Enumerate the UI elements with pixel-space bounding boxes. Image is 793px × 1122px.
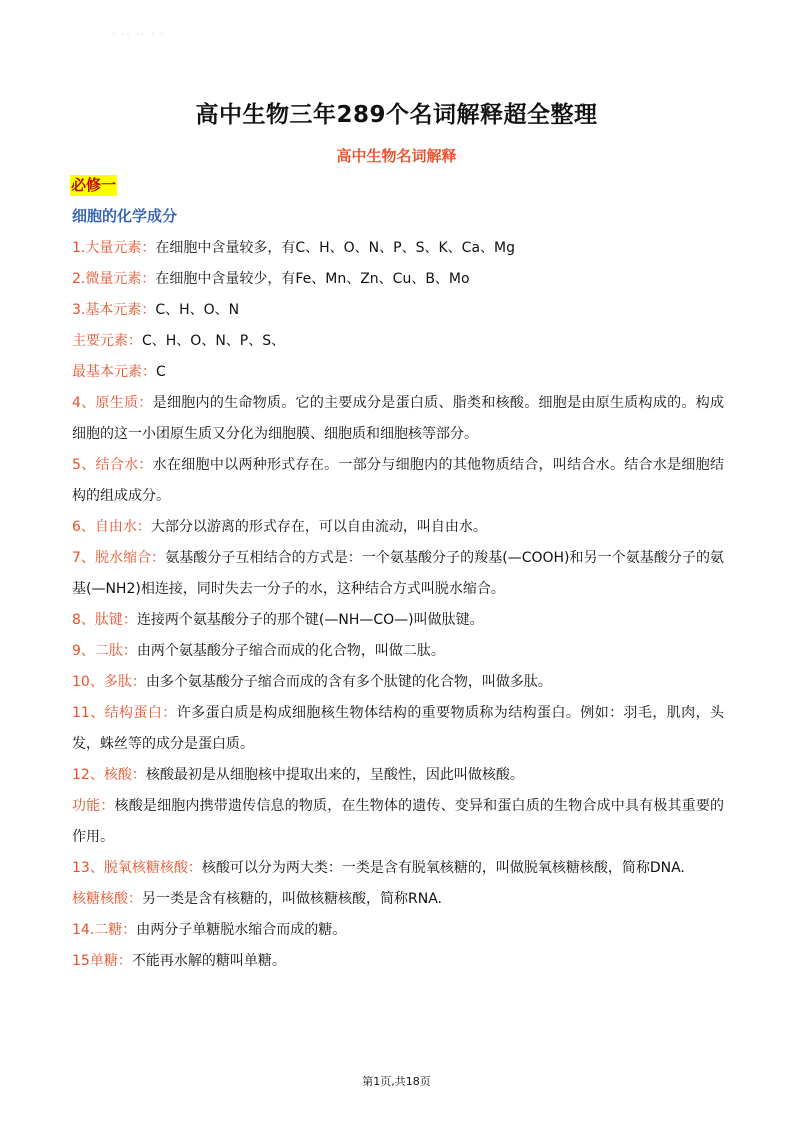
glossary-list bbox=[72, 233, 724, 977]
entry-definition: 核酸可以分为两大类：一类是含有脱氧核糖的，叫做脱氧核糖核酸，简称DNA. bbox=[201, 860, 685, 876]
entry-term: 15单糖： bbox=[72, 953, 132, 969]
entry-term: 14.二糖： bbox=[72, 922, 137, 938]
glossary-entry bbox=[72, 264, 724, 295]
entry-definition: 由两个氨基酸分子缩合而成的化合物，叫做二肽。 bbox=[136, 643, 445, 659]
entry-definition: C、H、O、N bbox=[155, 302, 240, 318]
document-subtitle: 高中生物名词解释 bbox=[336, 147, 457, 165]
glossary-entry bbox=[72, 946, 724, 977]
glossary-entry bbox=[72, 853, 724, 884]
glossary-entry bbox=[72, 450, 724, 512]
page-header-mark: · ·· ·· · · bbox=[112, 30, 166, 40]
entry-term: 12、核酸： bbox=[72, 767, 146, 783]
glossary-entry bbox=[72, 760, 724, 791]
glossary-entry bbox=[72, 295, 724, 326]
entry-term: 3.基本元素： bbox=[72, 302, 156, 318]
entry-definition: 许多蛋白质是构成细胞核生物体结构的重要物质称为结构蛋白。例如：羽毛，肌肉，头发，蛛丝等的成分是蛋白质。 bbox=[72, 705, 724, 752]
page-number: 第1页,共18页 bbox=[362, 1075, 431, 1088]
entry-term: 13、脱氧核糖核酸： bbox=[72, 860, 202, 876]
entry-definition: 不能再水解的糖叫单糖。 bbox=[131, 953, 286, 969]
glossary-entry bbox=[72, 543, 724, 605]
entry-definition: C、H、O、N、P、S、 bbox=[142, 333, 286, 349]
entry-term: 功能： bbox=[72, 798, 115, 814]
entry-definition: 核酸最初是从细胞核中提取出来的，呈酸性，因此叫做核酸。 bbox=[145, 767, 524, 783]
document-title: 高中生物三年289个名词解释超全整理 bbox=[195, 102, 598, 128]
glossary-entry bbox=[72, 698, 724, 760]
glossary-entry bbox=[72, 233, 724, 264]
entry-term: 4、原生质： bbox=[72, 395, 153, 411]
entry-term: 7、脱水缩合： bbox=[72, 550, 166, 566]
glossary-entry bbox=[72, 512, 724, 543]
entry-term: 主要元素： bbox=[72, 333, 142, 349]
entry-term: 最基本元素： bbox=[72, 364, 156, 380]
entry-definition: 是细胞内的生命物质。它的主要成分是蛋白质、脂类和核酸。细胞是由原生质构成的。构成细胞的这一小团原生质又分化为细胞膜、细胞质和细胞核等部分。 bbox=[72, 395, 724, 442]
entry-term: 核糖核酸： bbox=[72, 891, 142, 907]
entry-term: 6、自由水： bbox=[72, 519, 151, 535]
entry-definition: C bbox=[156, 364, 166, 380]
entry-definition: 大部分以游离的形式存在，可以自由流动，叫自由水。 bbox=[150, 519, 487, 535]
entry-term: 9、二肽： bbox=[72, 643, 137, 659]
entry-term: 2.微量元素： bbox=[72, 271, 156, 287]
entry-definition: 由多个氨基酸分子缩合而成的含有多个肽键的化合物，叫做多肽。 bbox=[145, 674, 552, 690]
glossary-entry bbox=[72, 915, 724, 946]
chapter-heading: 细胞的化学成分 bbox=[72, 207, 178, 225]
entry-term: 5、结合水： bbox=[72, 457, 153, 473]
glossary-entry bbox=[72, 636, 724, 667]
entry-term: 11、结构蛋白： bbox=[72, 705, 177, 721]
entry-definition: 氨基酸分子互相结合的方式是：一个氨基酸分子的羧基(—COOH)和另一个氨基酸分子的氨基(—NH2)相连接，同时失去一分子的水，这种结合方式叫脱水缩合。 bbox=[72, 550, 724, 597]
entry-term: 1.大量元素： bbox=[72, 240, 156, 256]
entry-definition: 核酸是细胞内携带遗传信息的物质，在生物体的遗传、变异和蛋白质的生物合成中具有极其重要的作用。 bbox=[72, 798, 725, 845]
glossary-entry bbox=[72, 667, 724, 698]
entry-definition: 由两分子单糖脱水缩合而成的糖。 bbox=[136, 922, 347, 938]
entry-definition: 在细胞中含量较多，有C、H、O、N、P、S、K、Ca、Mg bbox=[155, 240, 515, 256]
entry-definition: 在细胞中含量较少，有Fe、Mn、Zn、Cu、B、Mo bbox=[155, 271, 470, 287]
entry-term: 8、肽键： bbox=[72, 612, 137, 628]
glossary-entry bbox=[72, 605, 724, 636]
entry-definition: 另一类是含有核糖的，叫做核糖核酸，简称RNA. bbox=[142, 891, 442, 907]
section-label: 必修一 bbox=[71, 176, 117, 194]
glossary-entry bbox=[72, 791, 724, 853]
glossary-entry bbox=[72, 388, 724, 450]
entry-term: 10、多肽： bbox=[72, 674, 146, 690]
glossary-entry bbox=[72, 326, 724, 357]
entry-definition: 水在细胞中以两种形式存在。一部分与细胞内的其他物质结合，叫结合水。结合水是细胞结构的组成成分。 bbox=[72, 457, 724, 504]
glossary-entry bbox=[72, 357, 724, 388]
entry-definition: 连接两个氨基酸分子的那个键(—NH—CO—)叫做肽键。 bbox=[136, 612, 484, 628]
glossary-entry bbox=[72, 884, 724, 915]
